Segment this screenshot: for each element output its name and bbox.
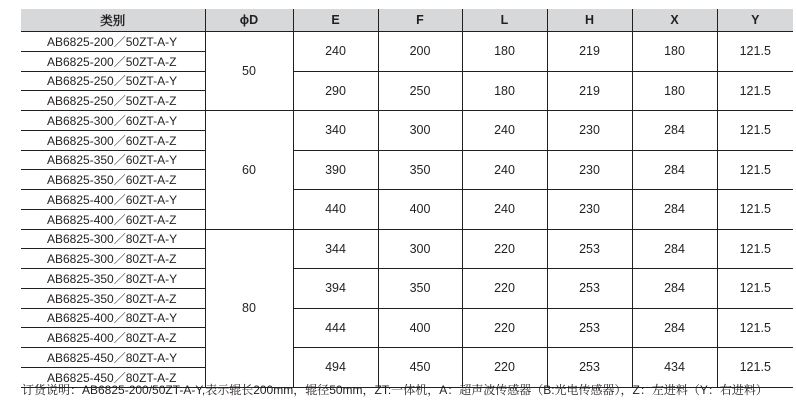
value-x-cell: 284 (632, 229, 717, 269)
value-l-cell: 180 (462, 71, 547, 111)
model-cell: AB6825-350／60ZT-A-Z (21, 170, 205, 190)
value-e-cell: 440 (293, 190, 378, 230)
table-row (21, 150, 793, 170)
model-cell: AB6825-300／60ZT-A-Y (21, 111, 205, 131)
value-l-cell: 240 (462, 190, 547, 230)
model-cell: AB6825-300／60ZT-A-Z (21, 130, 205, 150)
model-cell: AB6825-200／50ZT-A-Z (21, 51, 205, 71)
value-l-cell: 220 (462, 269, 547, 309)
value-x-cell: 180 (632, 71, 717, 111)
value-y-cell: 121.5 (717, 269, 793, 309)
header-row (21, 9, 793, 32)
value-h-cell: 230 (547, 150, 632, 190)
spec-table (21, 9, 793, 388)
value-e-cell: 390 (293, 150, 378, 190)
value-x-cell: 284 (632, 190, 717, 230)
header-x: X (632, 9, 717, 32)
value-h-cell: 230 (547, 111, 632, 151)
table-row (21, 229, 793, 249)
table-row (21, 190, 793, 210)
table-row (21, 32, 793, 52)
value-y-cell: 121.5 (717, 308, 793, 348)
value-x-cell: 180 (632, 32, 717, 72)
value-y-cell: 121.5 (717, 229, 793, 269)
value-y-cell: 121.5 (717, 190, 793, 230)
value-h-cell: 253 (547, 308, 632, 348)
value-e-cell: 340 (293, 111, 378, 151)
table-row (21, 71, 793, 91)
value-h-cell: 253 (547, 269, 632, 309)
model-cell: AB6825-350／80ZT-A-Y (21, 269, 205, 289)
value-x-cell: 284 (632, 150, 717, 190)
header-e: E (293, 9, 378, 32)
value-h-cell: 219 (547, 32, 632, 72)
diameter-cell: 50 (205, 32, 293, 111)
value-l-cell: 220 (462, 308, 547, 348)
value-h-cell: 219 (547, 71, 632, 111)
header-y: Y (717, 9, 793, 32)
model-cell: AB6825-250／50ZT-A-Y (21, 71, 205, 91)
model-cell: AB6825-450／80ZT-A-Z (21, 367, 205, 387)
model-cell: AB6825-400／80ZT-A-Y (21, 308, 205, 328)
model-cell: AB6825-250／50ZT-A-Z (21, 91, 205, 111)
value-e-cell: 394 (293, 269, 378, 309)
order-note: 订货说明：AB6825-200/50ZT-A-Y,表示辊长200mm，辊径50mm，ZT:一体机，A：超声波传感器（B:光电传感器），Z：左进料（Y：右进料） (22, 383, 768, 397)
table-row (21, 348, 793, 368)
value-y-cell: 121.5 (717, 71, 793, 111)
table-row (21, 269, 793, 289)
value-x-cell: 284 (632, 269, 717, 309)
model-cell: AB6825-200／50ZT-A-Y (21, 32, 205, 52)
value-h-cell: 253 (547, 229, 632, 269)
value-h-cell: 230 (547, 190, 632, 230)
model-cell: AB6825-350／60ZT-A-Y (21, 150, 205, 170)
value-f-cell: 400 (378, 190, 462, 230)
value-l-cell: 240 (462, 111, 547, 151)
model-cell: AB6825-400／80ZT-A-Z (21, 328, 205, 348)
model-cell: AB6825-450／80ZT-A-Y (21, 348, 205, 368)
value-f-cell: 400 (378, 308, 462, 348)
header-diameter: ϕD (205, 9, 293, 32)
value-l-cell: 180 (462, 32, 547, 72)
value-e-cell: 494 (293, 348, 378, 388)
value-e-cell: 290 (293, 71, 378, 111)
value-f-cell: 300 (378, 229, 462, 269)
value-f-cell: 300 (378, 111, 462, 151)
header-l: L (462, 9, 547, 32)
value-l-cell: 240 (462, 150, 547, 190)
value-x-cell: 434 (632, 348, 717, 388)
value-y-cell: 121.5 (717, 348, 793, 388)
table-row (21, 308, 793, 328)
model-cell: AB6825-400／60ZT-A-Z (21, 209, 205, 229)
value-l-cell: 220 (462, 348, 547, 388)
header-category: 类别 (21, 9, 205, 32)
table-row (21, 111, 793, 131)
value-f-cell: 200 (378, 32, 462, 72)
value-f-cell: 350 (378, 150, 462, 190)
model-cell: AB6825-300／80ZT-A-Y (21, 229, 205, 249)
value-y-cell: 121.5 (717, 32, 793, 72)
value-f-cell: 350 (378, 269, 462, 309)
value-h-cell: 253 (547, 348, 632, 388)
value-e-cell: 240 (293, 32, 378, 72)
value-e-cell: 444 (293, 308, 378, 348)
value-f-cell: 450 (378, 348, 462, 388)
model-cell: AB6825-400／60ZT-A-Y (21, 190, 205, 210)
diameter-cell: 80 (205, 229, 293, 387)
spec-table-body (21, 32, 793, 388)
value-y-cell: 121.5 (717, 150, 793, 190)
header-f: F (378, 9, 462, 32)
value-x-cell: 284 (632, 308, 717, 348)
value-e-cell: 344 (293, 229, 378, 269)
value-f-cell: 250 (378, 71, 462, 111)
value-x-cell: 284 (632, 111, 717, 151)
header-h: H (547, 9, 632, 32)
value-y-cell: 121.5 (717, 111, 793, 151)
model-cell: AB6825-350／80ZT-A-Z (21, 288, 205, 308)
diameter-cell: 60 (205, 111, 293, 230)
model-cell: AB6825-300／80ZT-A-Z (21, 249, 205, 269)
value-l-cell: 220 (462, 229, 547, 269)
